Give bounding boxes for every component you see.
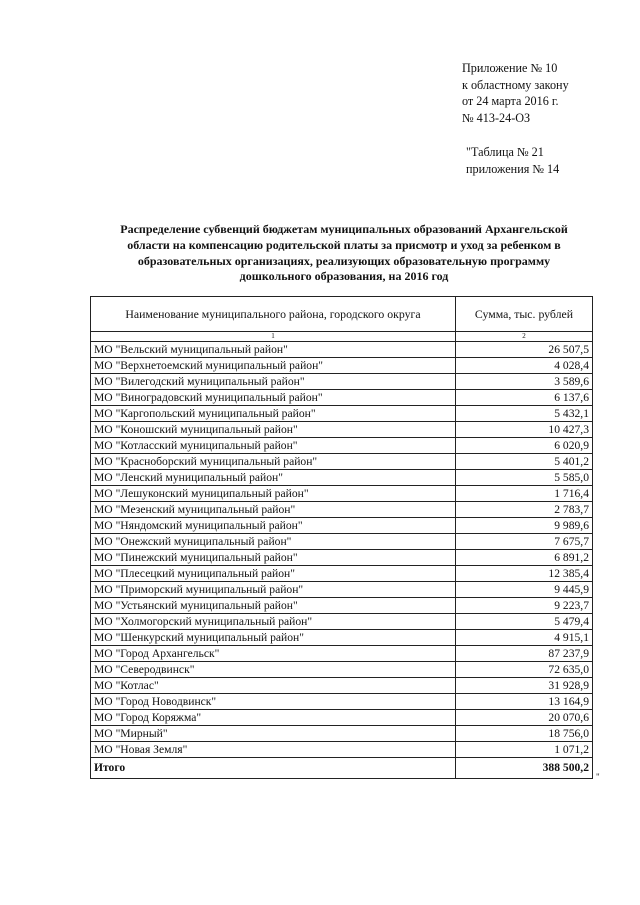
table-row <box>91 454 593 470</box>
municipality-name: МО "Виноградовский муниципальный район" <box>91 390 456 406</box>
subsidy-amount: 9 989,6 <box>456 518 593 534</box>
table-row <box>91 710 593 726</box>
subsidy-amount: 12 385,4 <box>456 566 593 582</box>
table-reference <box>466 144 559 177</box>
municipality-name: МО "Устьянский муниципальный район" <box>91 598 456 614</box>
subsidy-amount: 1 716,4 <box>456 486 593 502</box>
table-row <box>91 726 593 742</box>
municipality-name: МО "Плесецкий муниципальный район" <box>91 566 456 582</box>
subsidy-amount: 31 928,9 <box>456 678 593 694</box>
subsidy-amount: 9 223,7 <box>456 598 593 614</box>
municipality-name: МО "Котласский муниципальный район" <box>91 438 456 454</box>
municipality-name: МО "Холмогорский муниципальный район" <box>91 614 456 630</box>
appendix-header <box>462 60 569 126</box>
table-row <box>91 646 593 662</box>
municipality-name: МО "Котлас" <box>91 678 456 694</box>
municipality-name: МО "Мезенский муниципальный район" <box>91 502 456 518</box>
municipality-name: МО "Онежский муниципальный район" <box>91 534 456 550</box>
subsidy-amount: 7 675,7 <box>456 534 593 550</box>
subsidy-amount: 5 479,4 <box>456 614 593 630</box>
table-row <box>91 406 593 422</box>
total-row <box>91 758 593 779</box>
header-sum-column: Сумма, тыс. рублей <box>456 297 593 332</box>
municipality-name: МО "Коношский муниципальный район" <box>91 422 456 438</box>
subsidy-amount: 5 401,2 <box>456 454 593 470</box>
table-row <box>91 678 593 694</box>
municipality-name: МО "Город Новодвинск" <box>91 694 456 710</box>
municipality-name: МО "Приморский муниципальный район" <box>91 582 456 598</box>
table-row <box>91 422 593 438</box>
document-title <box>96 222 592 285</box>
header-name-column: Наименование муниципального района, городского округа <box>91 297 456 332</box>
table-row <box>91 662 593 678</box>
subsidy-amount: 4 028,4 <box>456 358 593 374</box>
title-line: Распределение субвенций бюджетам муниципальных образований Архангельской <box>120 222 568 236</box>
municipality-name: МО "Ленский муниципальный район" <box>91 470 456 486</box>
subsidy-amount: 3 589,6 <box>456 374 593 390</box>
subsidy-amount: 2 783,7 <box>456 502 593 518</box>
table-row <box>91 694 593 710</box>
subsidy-amount: 5 432,1 <box>456 406 593 422</box>
subsidy-amount: 13 164,9 <box>456 694 593 710</box>
municipality-name: МО "Няндомский муниципальный район" <box>91 518 456 534</box>
subsidy-amount: 1 071,2 <box>456 742 593 758</box>
closing-quote: " <box>596 772 600 782</box>
municipality-name: МО "Пинежский муниципальный район" <box>91 550 456 566</box>
municipality-name: МО "Северодвинск" <box>91 662 456 678</box>
table-row <box>91 374 593 390</box>
table-row <box>91 390 593 406</box>
table-row <box>91 614 593 630</box>
subsidy-amount: 10 427,3 <box>456 422 593 438</box>
table-row <box>91 598 593 614</box>
appendix-line: Приложение № 10 <box>462 61 558 75</box>
municipality-name: МО "Красноборский муниципальный район" <box>91 454 456 470</box>
table-row <box>91 534 593 550</box>
appendix-line: от 24 марта 2016 г. <box>462 94 559 108</box>
subsidy-amount: 18 756,0 <box>456 726 593 742</box>
subsidy-amount: 5 585,0 <box>456 470 593 486</box>
subsidy-amount: 6 137,6 <box>456 390 593 406</box>
appendix-line: к областному закону <box>462 77 569 92</box>
table-row <box>91 550 593 566</box>
municipality-name: МО "Новая Земля" <box>91 742 456 758</box>
table-row <box>91 438 593 454</box>
column-number: 1 <box>91 332 456 342</box>
total-amount: 388 500,2 <box>456 758 593 779</box>
table-row <box>91 358 593 374</box>
table-header-row <box>91 297 593 332</box>
title-line: дошкольного образования, на 2016 год <box>239 269 449 284</box>
table-row <box>91 742 593 758</box>
title-line: области на компенсацию родительской платы за присмотр и уход за ребенком в <box>127 237 561 252</box>
municipality-name: МО "Вилегодский муниципальный район" <box>91 374 456 390</box>
column-number-row <box>91 332 593 342</box>
subsidy-amount: 6 020,9 <box>456 438 593 454</box>
subsidy-amount: 26 507,5 <box>456 342 593 358</box>
municipality-name: МО "Мирный" <box>91 726 456 742</box>
municipality-name: МО "Город Коряжма" <box>91 710 456 726</box>
municipality-name: МО "Город Архангельск" <box>91 646 456 662</box>
table-row <box>91 502 593 518</box>
table-row <box>91 342 593 358</box>
table-reference-line: приложения № 14 <box>466 161 560 176</box>
table-reference-line: "Таблица № 21 <box>466 145 544 159</box>
subsidy-table <box>90 296 593 779</box>
table-row <box>91 566 593 582</box>
municipality-name: МО "Шенкурский муниципальный район" <box>91 630 456 646</box>
column-number: 2 <box>456 332 593 342</box>
subsidy-amount: 87 237,9 <box>456 646 593 662</box>
table-row <box>91 630 593 646</box>
table-row <box>91 470 593 486</box>
subsidy-amount: 72 635,0 <box>456 662 593 678</box>
appendix-line: № 413-24-ОЗ <box>462 110 531 125</box>
table-row <box>91 486 593 502</box>
table-row <box>91 582 593 598</box>
municipality-name: МО "Лешуконский муниципальный район" <box>91 486 456 502</box>
total-label: Итого <box>91 758 456 779</box>
municipality-name: МО "Каргопольский муниципальный район" <box>91 406 456 422</box>
subsidy-amount: 6 891,2 <box>456 550 593 566</box>
municipality-name: МО "Верхнетоемский муниципальный район" <box>91 358 456 374</box>
subsidy-amount: 9 445,9 <box>456 582 593 598</box>
title-line: образовательных организациях, реализующих образовательную программу <box>137 253 551 268</box>
table-row <box>91 518 593 534</box>
subsidy-amount: 4 915,1 <box>456 630 593 646</box>
subsidy-amount: 20 070,6 <box>456 710 593 726</box>
municipality-name: МО "Вельский муниципальный район" <box>91 342 456 358</box>
